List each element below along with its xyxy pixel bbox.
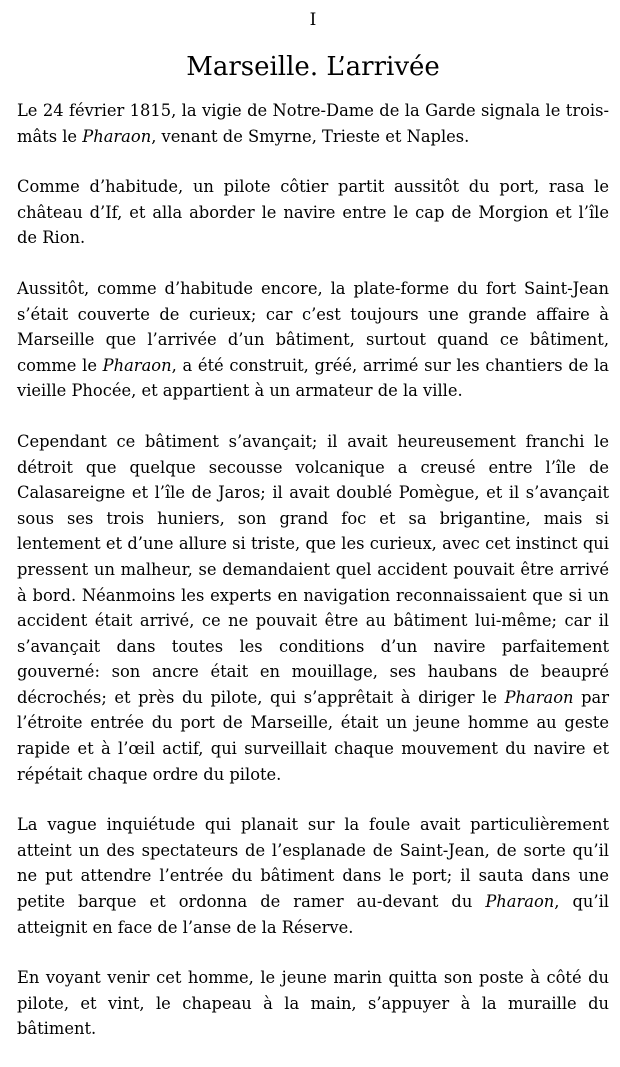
paragraph	[17, 174, 609, 251]
text-run: En voyant venir cet homme, le jeune marin quitta son poste à côté du pilote, et vint, le chapeau à la main, s’appuyer à la muraille du bâtiment.	[17, 968, 609, 1039]
text-run: La vague inquiétude qui planait sur la foule avait particulièrement atteint un des spectateurs de l’esplanade de Saint-Jean, de sorte qu’il ne put attendre l’entrée du bâtiment dans le port; il sauta dans une petite barque et ordonna de ramer au-devant du	[17, 815, 609, 912]
paragraph	[17, 429, 609, 787]
text-run: , qu’il atteignit en face de l’anse de la Réserve.	[17, 892, 609, 937]
ship-name: Pharaon	[504, 687, 574, 707]
ship-name: Pharaon	[485, 892, 555, 912]
text-run: , a été construit, gréé, arrimé sur les chantiers de la vieille Phocée, et appartient à un armateur de la ville.	[17, 355, 609, 401]
text-run: par l’étroite entrée du port de Marseille, était un jeune homme au geste rapide et à l’œil actif, qui surveillait chaque mouvement du navire et répétait chaque ordre du pilote.	[17, 687, 609, 784]
paragraph	[17, 276, 609, 404]
paragraph	[17, 965, 609, 1042]
chapter-number: I	[309, 10, 317, 30]
text-run: Cependant ce bâtiment s’avançait; il avait heureusement franchi le détroit que quelque secousse volcanique a creusé entre l’île de Calasareigne et l’île de Jaros; il avait doublé Pomègue, et il s’avançait sous ses trois huniers, son grand foc et sa brigantine, mais si lentement et d’une allure si triste, que les curieux, avec cet instinct qui pressent un malheur, se demandaient quel accident pouvait être arrivé à bord. Néanmoins les experts en navigation reconnaissaient que si un accident était arrivé, ce ne pouvait être au bâtiment lui-même; car il s’avançait dans toutes les conditions d’un navire parfaitement gouverné: son ancre était en mouillage, ses haubans de beaupré décrochés; et près du pilote, qui s’apprêtait à diriger le	[17, 431, 609, 707]
paragraph	[17, 98, 609, 149]
text-run: , venant de Smyrne, Trieste et Naples.	[151, 126, 470, 146]
book-page	[17, 6, 609, 1067]
text-run: Comme d’habitude, un pilote côtier partit aussitôt du port, rasa le château d’If, et alla aborder le navire entre le cap de Morgion et l’île de Rion.	[17, 177, 609, 248]
chapter-title: Marseille. L’arrivée	[186, 52, 440, 82]
ship-name: Pharaon	[102, 355, 172, 375]
paragraph	[17, 812, 609, 940]
ship-name: Pharaon	[82, 126, 152, 146]
text-run: Le 24 février 1815, la vigie de Notre-Dame de la Garde signala le trois-mâts le	[17, 101, 609, 146]
text-run: Aussitôt, comme d’habitude encore, la plate-forme du fort Saint-Jean s’était couverte de curieux; car c’est toujours une grande affaire à Marseille que l’arrivée d’un bâtiment, surtout quand ce bâtiment, comme le	[17, 278, 609, 375]
